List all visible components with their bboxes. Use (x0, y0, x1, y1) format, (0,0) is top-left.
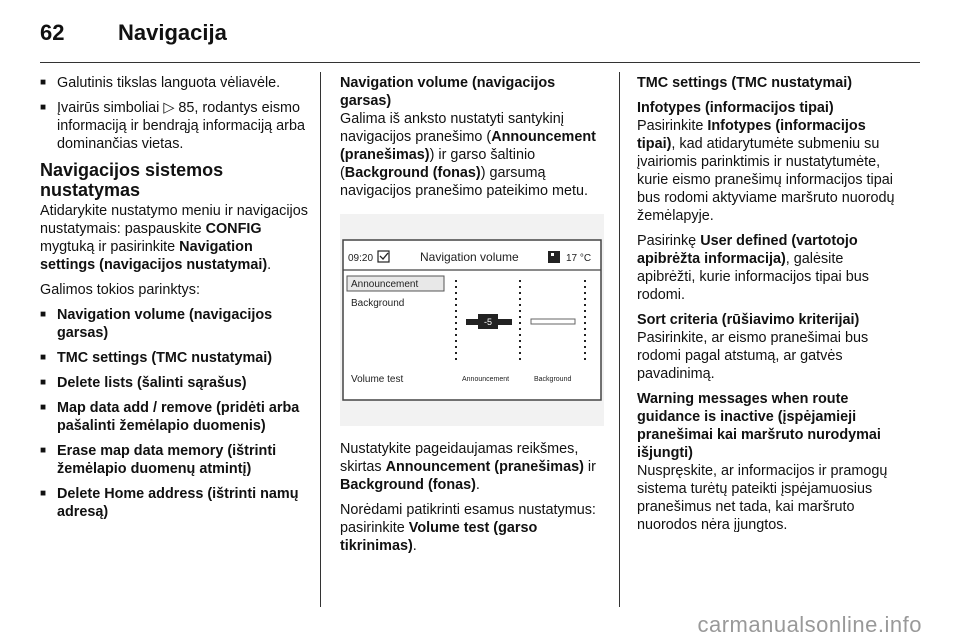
navigation-volume-screen (340, 214, 604, 426)
sort-criteria-subheading: Sort criteria (rūšiavimo kriterijai) (637, 312, 860, 328)
list-item: ■ Map data add / remove (pridėti arba pašalinti žemėlapio duomenis) (40, 399, 308, 435)
section-title: Navigacijos sistemos nustatymas (40, 160, 224, 200)
options-label: Galimos tokios parinktys: (40, 282, 200, 298)
list-item: ■ TMC settings (TMC nustatymai) (40, 349, 308, 367)
screen-title: Navigation volume (420, 250, 519, 264)
page-number: 62 (40, 20, 65, 45)
slider-label-announcement: Announcement (462, 376, 510, 383)
background-slider-bar[interactable] (531, 319, 575, 324)
slider-label-background: Background (534, 376, 572, 383)
right-column (637, 74, 905, 541)
column-divider-1 (320, 72, 321, 607)
paragraph: Norėdami patikrinti esamus nustatymus: pasirinkite Volume test (garso tikrinimas). (340, 502, 596, 554)
screen-time: 09:20 (348, 253, 374, 264)
column-divider-2 (619, 72, 620, 607)
menu-volume-test[interactable]: Volume test (351, 374, 404, 385)
paragraph: Pasirinkite Infotypes (informacijos tipai), kad atidarytumėte submeniu su įvairiomis parinktimis ir nustatytumėte, kurie eismo pranešimų informacijos tipai bus rodomi aktyviame maršruto nuorodų žemėlapyje. (637, 118, 895, 224)
slider-value: -5 (483, 317, 493, 327)
menu-announcement: Announcement (351, 279, 419, 290)
page-title: Navigacija (118, 20, 227, 45)
warning-messages-subheading: Warning messages when route guidance is inactive (įspėjamieji pranešimai kai maršruto nurodymai išjungti) (637, 391, 881, 461)
config-button-label: CONFIG (205, 221, 262, 237)
list-item: ■ Erase map data memory (ištrinti žemėlapio duomenų atmintį) (40, 442, 308, 478)
paragraph: Pasirinkę User defined (vartotojo apibrėžta informacija), galėsite apibrėžti, kurie informacijos tipai bus rodomi. (637, 233, 869, 303)
left-column (40, 74, 308, 528)
menu-background[interactable]: Background (351, 298, 405, 309)
list-item: ■ Navigation volume (navigacijos garsas) (40, 306, 308, 342)
list-item: ■ Delete Home address (ištrinti namų adresą) (40, 485, 308, 521)
watermark: carmanualsonline.info (697, 612, 922, 637)
header-rule (40, 62, 920, 63)
tmc-settings-heading: TMC settings (TMC nustatymai) (637, 75, 853, 91)
paragraph: Pasirinkite, ar eismo pranešimai bus rodomi pagal atstumą, ar gatvės pavadinimą. (637, 330, 869, 382)
paragraph: Galima iš anksto nustatyti santykinį navigacijos pranešimo (Announcement (pranešimas)) ir garso šaltinio (Background (fonas)) garsumą navigacijos pranešimo pateikimo metu. (340, 111, 596, 199)
intro-paragraph: Atidarykite nustatymo meniu ir navigacijos nustatymais: paspauskite CONFIG mygtuką ir pasirinkite Navigation settings (navigacijos nustatymai). (40, 203, 308, 273)
paragraph: Nuspręskite, ar informacijos ir pramogų sistema turėtų pateikti įspėjamuosius pranešimus net tada, kai maršruto nuorodos nėra įjungtos. (637, 463, 888, 533)
page-header (40, 20, 227, 46)
infotypes-subheading: Infotypes (informacijos tipai) (637, 100, 834, 116)
list-item: ■ Galutinis tikslas languota vėliavėle. (40, 74, 308, 92)
paragraph: Nustatykite pageidaujamas reikšmes, skirtas Announcement (pranešimas) ir Background (fonas). (340, 441, 596, 493)
list-item: ■ Įvairūs simboliai ▷ 85, rodantys eismo informaciją ir bendrąją informaciją arba dominančias vietas. (40, 99, 308, 153)
options-list (40, 306, 308, 521)
list-item: ■ Delete lists (šalinti sąrašus) (40, 374, 308, 392)
screen-temperature: 17 °C (566, 253, 592, 264)
top-bullet-list (40, 74, 308, 153)
middle-column (340, 74, 605, 562)
phone-icon (548, 251, 560, 263)
navigation-volume-heading: Navigation volume (navigacijos garsas) (340, 75, 556, 109)
